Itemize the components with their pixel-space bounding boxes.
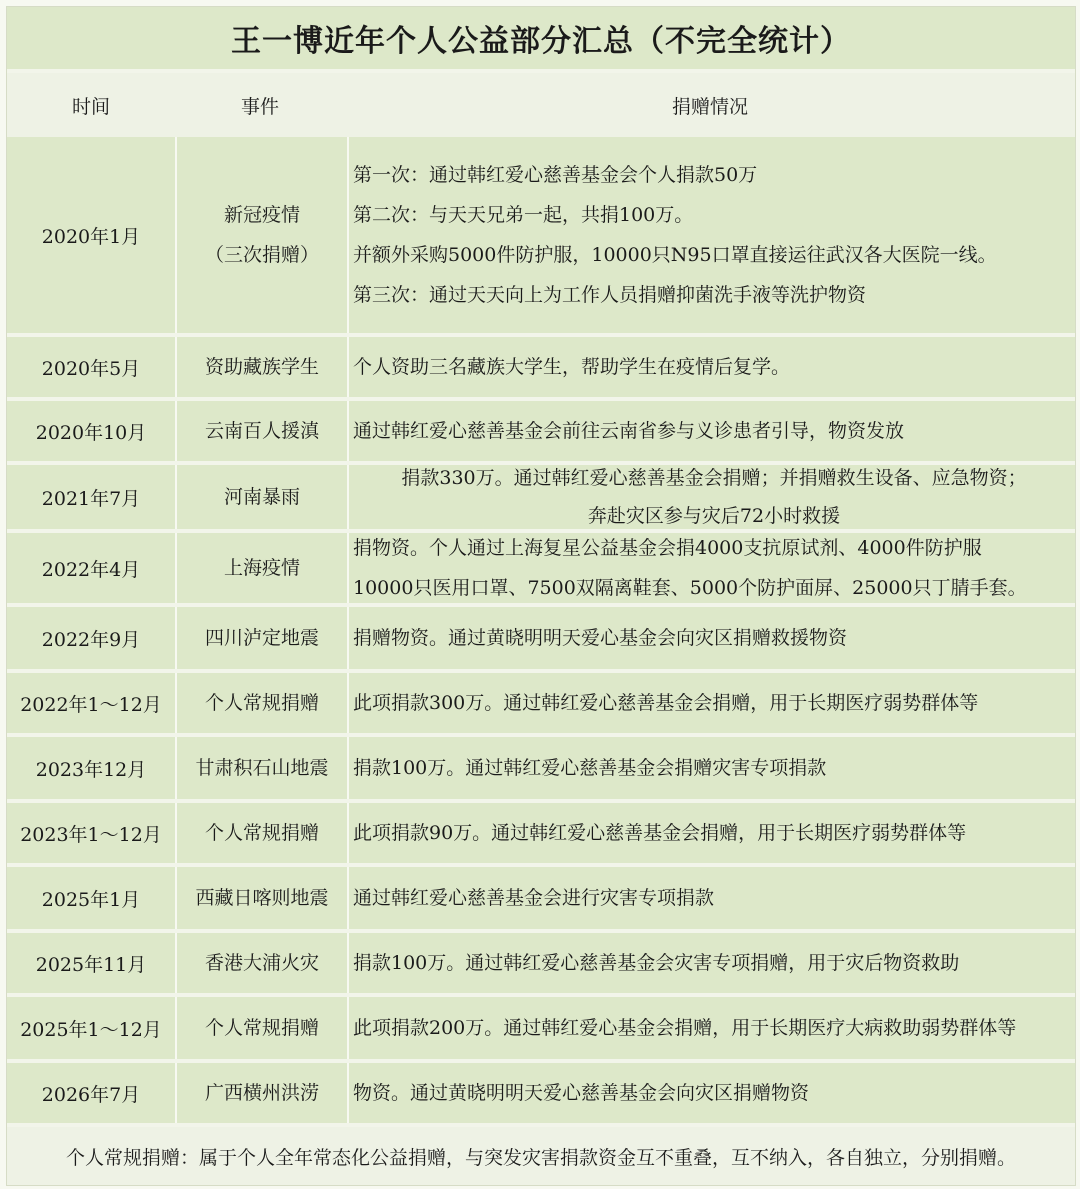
detail-line: 此项捐款200万。通过韩红爱心基金会捐赠，用于长期医疗大病救助弱势群体等 <box>353 1017 1017 1039</box>
cell-time: 2025年1月 <box>7 867 177 929</box>
table-title: 王一博近年个人公益部分汇总（不完全统计） <box>7 7 1075 69</box>
table-row <box>7 867 1075 929</box>
detail-line: 捐物资。个人通过上海复星公益基金会捐4000支抗原试剂、4000件防护服 <box>353 537 982 559</box>
cell-time: 2020年1月 <box>7 137 177 333</box>
table-row <box>7 933 1075 993</box>
cell-detail <box>349 401 1075 461</box>
cell-event <box>177 533 349 603</box>
table-row <box>7 1063 1075 1123</box>
detail-line: 捐赠物资。通过黄晓明明天爱心基金会向灾区捐赠救援物资 <box>353 627 848 649</box>
table-row <box>7 465 1075 529</box>
detail-line: 并额外采购5000件防护服，10000只N95口罩直接运往武汉各大医院一线。 <box>353 244 997 266</box>
event-line: 西藏日喀则地震 <box>195 887 329 909</box>
detail-line: 捐款330万。通过韩红爱心慈善基金会捐赠；并捐赠救生设备、应急物资； <box>401 467 1027 489</box>
cell-event <box>177 337 349 397</box>
event-line: 个人常规捐赠 <box>204 822 319 844</box>
detail-line: 第二次：与天天兄弟一起，共捐100万。 <box>353 204 694 226</box>
header-time: 时间 <box>71 95 110 118</box>
detail-line: 第三次：通过天天向上为工作人员捐赠抑菌洗手液等洗护物资 <box>353 284 867 306</box>
detail-line: 通过韩红爱心慈善基金会前往云南省参与义诊患者引导，物资发放 <box>353 420 905 442</box>
cell-detail <box>349 1063 1075 1123</box>
detail-line: 物资。通过黄晓明明天爱心慈善基金会向灾区捐赠物资 <box>353 1082 810 1104</box>
cell-time: 2023年12月 <box>7 737 177 799</box>
event-line: 四川泸定地震 <box>204 627 319 649</box>
cell-time: 2022年9月 <box>7 607 177 669</box>
table-row <box>7 803 1075 863</box>
detail-line: 捐款100万。通过韩红爱心慈善基金会捐赠灾害专项捐款 <box>353 757 827 779</box>
cell-event <box>177 401 349 461</box>
cell-detail <box>349 803 1075 863</box>
detail-line: 奔赴灾区参与灾后72小时救援 <box>587 505 841 527</box>
cell-time: 2020年5月 <box>7 337 177 397</box>
cell-detail <box>349 737 1075 799</box>
event-line: 云南百人援滇 <box>204 420 319 442</box>
table-row <box>7 401 1075 461</box>
header-detail: 捐赠情况 <box>671 95 748 118</box>
event-line: 个人常规捐赠 <box>204 1017 319 1039</box>
detail-line: 通过韩红爱心慈善基金会进行灾害专项捐款 <box>353 887 715 909</box>
cell-event <box>177 737 349 799</box>
cell-event <box>177 867 349 929</box>
event-line: （三次捐赠） <box>204 244 319 266</box>
table-row <box>7 533 1075 603</box>
table-row <box>7 737 1075 799</box>
cell-detail <box>349 337 1075 397</box>
cell-event <box>177 933 349 993</box>
event-line: 河南暴雨 <box>223 486 300 508</box>
cell-event <box>177 673 349 733</box>
cell-event <box>177 465 349 529</box>
header-event: 事件 <box>240 95 279 118</box>
cell-event <box>177 137 349 333</box>
cell-event <box>177 997 349 1059</box>
cell-event <box>177 803 349 863</box>
event-line: 广西横州洪涝 <box>204 1082 319 1104</box>
cell-detail <box>349 933 1075 993</box>
detail-line: 10000只医用口罩、7500双隔离鞋套、5000个防护面屏、25000只丁腈手套。 <box>353 577 1027 599</box>
table-row <box>7 607 1075 669</box>
cell-detail <box>349 997 1075 1059</box>
table-header <box>7 73 1075 137</box>
table-row <box>7 137 1075 333</box>
detail-line: 捐款100万。通过韩红爱心慈善基金会灾害专项捐赠，用于灾后物资救助 <box>353 952 960 974</box>
event-line: 香港大浦火灾 <box>204 952 319 974</box>
cell-time: 2022年4月 <box>7 533 177 603</box>
cell-time: 2025年11月 <box>7 933 177 993</box>
detail-line: 第一次：通过韩红爱心慈善基金会个人捐款50万 <box>353 164 758 186</box>
detail-line: 此项捐款90万。通过韩红爱心慈善基金会捐赠，用于长期医疗弱势群体等 <box>353 822 967 844</box>
event-line: 个人常规捐赠 <box>204 692 319 714</box>
cell-event <box>177 607 349 669</box>
cell-time: 2021年7月 <box>7 465 177 529</box>
table-row <box>7 997 1075 1059</box>
footnote: 个人常规捐赠：属于个人全年常态化公益捐赠，与突发灾害捐款资金互不重叠，互不纳入，各自独立，分别捐赠。 <box>7 1127 1075 1185</box>
cell-time: 2026年7月 <box>7 1063 177 1123</box>
detail-line: 此项捐款300万。通过韩红爱心慈善基金会捐赠，用于长期医疗弱势群体等 <box>353 692 979 714</box>
cell-detail <box>349 465 1075 529</box>
table-row <box>7 337 1075 397</box>
cell-time: 2025年1～12月 <box>7 997 177 1059</box>
summary-table <box>6 6 1076 1186</box>
cell-event <box>177 1063 349 1123</box>
detail-line: 个人资助三名藏族大学生，帮助学生在疫情后复学。 <box>353 356 791 378</box>
table-row <box>7 673 1075 733</box>
event-line: 上海疫情 <box>223 557 300 579</box>
cell-detail <box>349 673 1075 733</box>
cell-time: 2020年10月 <box>7 401 177 461</box>
cell-detail <box>349 607 1075 669</box>
cell-detail <box>349 533 1075 603</box>
cell-detail <box>349 867 1075 929</box>
event-line: 新冠疫情 <box>223 204 300 226</box>
event-line: 甘肃积石山地震 <box>195 757 329 779</box>
cell-time: 2022年1～12月 <box>7 673 177 733</box>
event-line: 资助藏族学生 <box>204 356 319 378</box>
cell-time: 2023年1～12月 <box>7 803 177 863</box>
cell-detail <box>349 137 1075 333</box>
